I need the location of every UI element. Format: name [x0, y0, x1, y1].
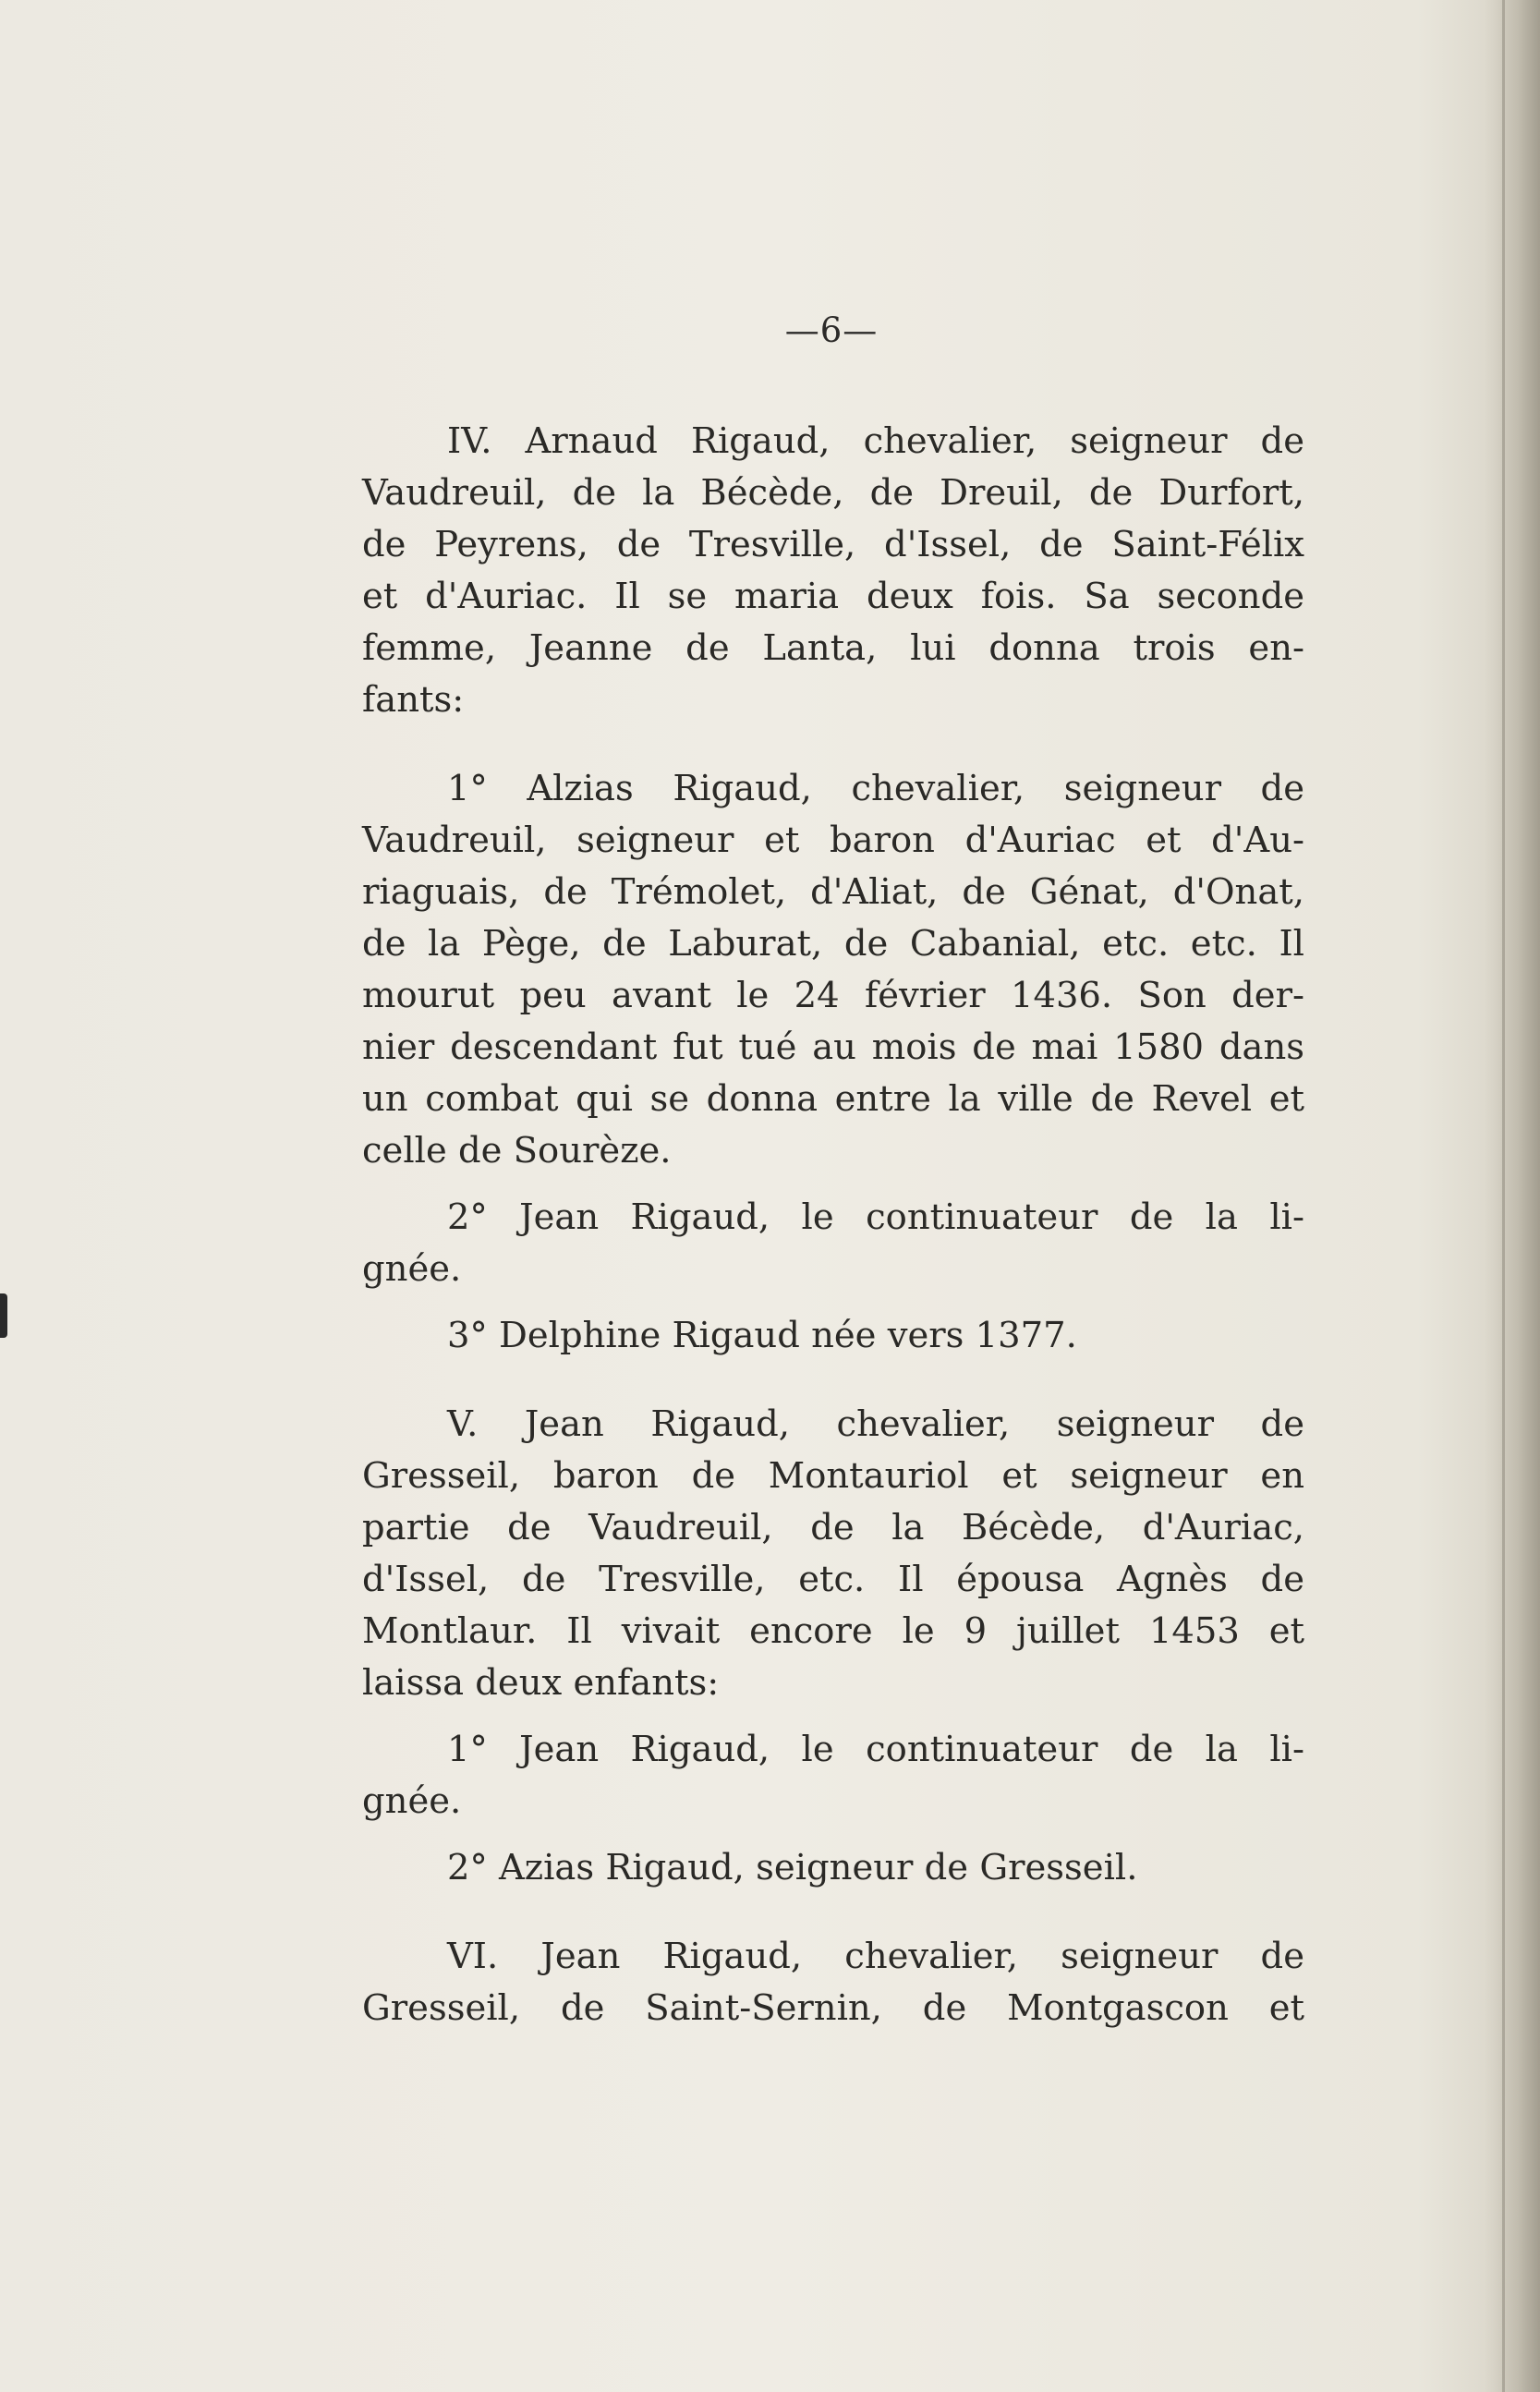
text-line: et d'Auriac. Il se maria deux fois. Sa seconde	[362, 576, 1304, 617]
text-line: 1° Jean Rigaud, le continuateur de la li-	[447, 1729, 1304, 1770]
text-line: 2° Jean Rigaud, le continuateur de la li-	[447, 1196, 1304, 1238]
text-line: de Peyrens, de Tresville, d'Issel, de Saint-Félix	[362, 524, 1304, 565]
paragraph-gap	[362, 1709, 1304, 1724]
text-line: laissa deux enfants:	[362, 1662, 720, 1704]
text-line: femme, Jeanne de Lanta, lui donna trois en-	[362, 627, 1304, 669]
text-line: un combat qui se donna entre la ville de Revel et	[362, 1078, 1304, 1120]
text-line: Gresseil, de Saint-Sernin, de Montgascon et	[362, 1987, 1304, 2029]
text-line: 3° Delphine Rigaud née vers 1377.	[447, 1315, 1077, 1356]
text-line: d'Issel, de Tresville, etc. Il épousa Agnès de	[362, 1559, 1304, 1600]
text-line: VI. Jean Rigaud, chevalier, seigneur de	[447, 1936, 1304, 1977]
text-line: fants:	[362, 679, 465, 721]
paragraph-gap	[362, 1362, 1304, 1399]
paragraph-generation-v	[362, 1399, 1304, 1709]
paragraph-generation-iv	[362, 416, 1304, 726]
text-line: Vaudreuil, seigneur et baron d'Auriac et d'Au-	[362, 820, 1304, 861]
text-line: celle de Sourèze.	[362, 1130, 672, 1172]
text-line: gnée.	[362, 1780, 462, 1822]
paragraph-generation-vi	[362, 1931, 1304, 2034]
text-line: Vaudreuil, de la Bécède, de Dreuil, de Durfort,	[362, 472, 1304, 514]
text-line: Gresseil, baron de Montauriol et seigneur en	[362, 1455, 1304, 1497]
text-line: nier descendant fut tué au mois de mai 1580 dans	[362, 1026, 1304, 1068]
body-text	[362, 416, 1304, 2034]
paragraph-gap	[362, 1295, 1304, 1310]
paragraph-child-2-azias	[362, 1842, 1304, 1894]
paragraph-child-3-delphine	[362, 1310, 1304, 1362]
text-line: riaguais, de Trémolet, d'Aliat, de Génat, d'Onat,	[362, 871, 1304, 913]
text-line: IV. Arnaud Rigaud, chevalier, seigneur de	[447, 420, 1304, 462]
paragraph-gap	[362, 1894, 1304, 1931]
text-line: gnée.	[362, 1248, 462, 1290]
paragraph-child-2-jean	[362, 1192, 1304, 1295]
paragraph-gap	[362, 726, 1304, 763]
text-line: partie de Vaudreuil, de la Bécède, d'Auriac,	[362, 1507, 1304, 1548]
text-line: Montlaur. Il vivait encore le 9 juillet 1453 et	[362, 1610, 1304, 1652]
page-edge-line	[1502, 0, 1505, 2392]
text-line: V. Jean Rigaud, chevalier, seigneur de	[447, 1403, 1304, 1445]
binding-mark	[0, 1293, 7, 1338]
paragraph-child-1-jean	[362, 1724, 1304, 1827]
text-line: mourut peu avant le 24 février 1436. Son der-	[362, 975, 1304, 1016]
paragraph-gap	[362, 1827, 1304, 1842]
text-line: 1° Alzias Rigaud, chevalier, seigneur de	[447, 768, 1304, 809]
text-line: 2° Azias Rigaud, seigneur de Gresseil.	[447, 1847, 1138, 1888]
paragraph-child-1-alzias	[362, 763, 1304, 1177]
page-edge-shadow	[1485, 0, 1540, 2392]
paragraph-gap	[362, 1177, 1304, 1192]
text-line: de la Pège, de Laburat, de Cabanial, etc. etc. Il	[362, 923, 1304, 965]
page-number: —6—	[784, 310, 879, 350]
